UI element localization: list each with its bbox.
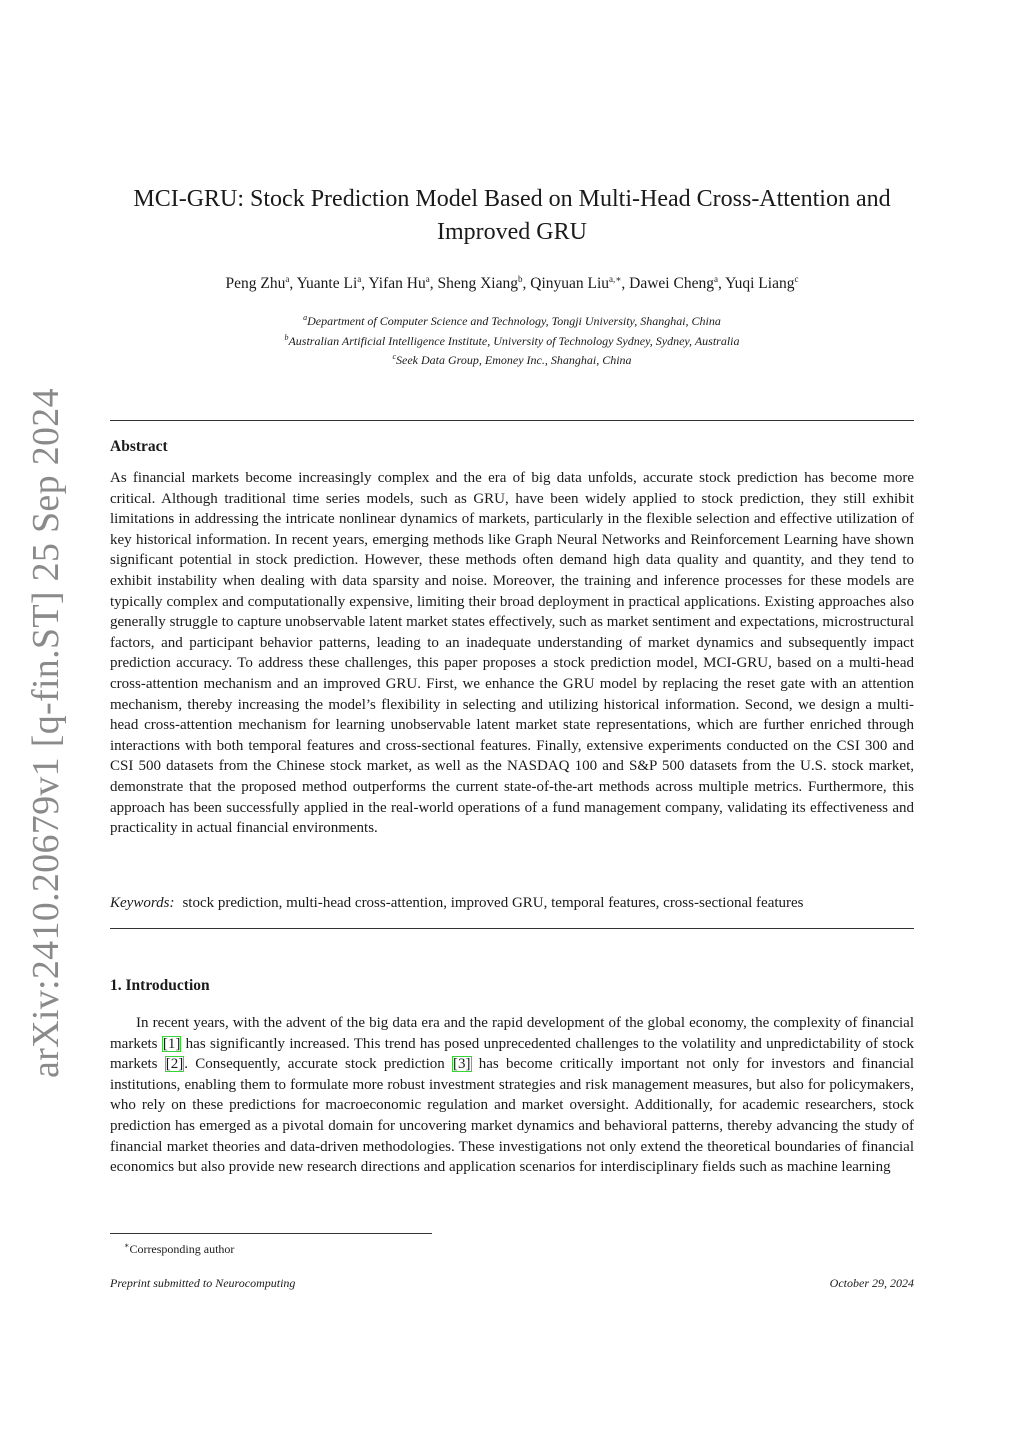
keywords-label: Keywords: [110, 895, 175, 911]
author-separator: , [429, 275, 438, 292]
author-affil-mark: a [357, 273, 362, 284]
keywords-text: stock prediction, multi-head cross-attention, improved GRU, temporal features, cross-sectional features [182, 895, 804, 911]
affiliation-item [110, 310, 914, 330]
affiliation-text: Department of Computer Science and Technology, Tongji University, Shanghai, China [307, 314, 721, 328]
citation-link-2[interactable]: [2] [165, 1056, 184, 1073]
author-separator: , [361, 275, 369, 292]
affiliation-mark: c [392, 352, 397, 361]
author-separator: , [289, 275, 297, 292]
affiliation-text: Australian Artificial Intelligence Institute, University of Technology Sydney, Sydney, Australia [288, 333, 740, 348]
citation-link-1[interactable]: [1] [162, 1035, 181, 1052]
intro-text-part: . Consequently, accurate stock prediction [184, 1056, 452, 1073]
introduction-paragraph [110, 1013, 914, 1178]
author-name: Qinyuan Liu [530, 275, 610, 292]
keywords-line [110, 893, 914, 913]
preprint-note: Preprint submitted to Neurocomputing [110, 1276, 296, 1290]
author-affil-mark: a [713, 273, 718, 284]
author-separator: , [717, 275, 726, 292]
affiliation-mark: b [284, 332, 289, 342]
title-line-1: MCI-GRU: Stock Prediction Model Based on Multi-Head Cross-Attention and [133, 186, 891, 212]
author-name: Yuqi Liang [725, 275, 795, 292]
paper-title [110, 183, 914, 249]
affiliation-mark: a [303, 313, 308, 322]
intro-text-part: has significantly increased. This trend has posed unprecedented challenges to the volatility and unpredictability of stock markets [110, 1035, 914, 1073]
author-name: Peng Zhu [225, 275, 286, 292]
author-affil-mark: a,∗ [609, 273, 622, 284]
date-note: October 29, 2024 [829, 1276, 914, 1290]
abstract-top-rule [110, 420, 914, 421]
author-list [110, 273, 914, 295]
arxiv-identifier-stamp: arXiv:2410.20679v1 [q-fin.ST] 25 Sep 2024 [25, 388, 67, 1078]
section-heading-introduction: 1. Introduction [110, 977, 210, 994]
abstract-heading: Abstract [110, 438, 168, 455]
author-name: Sheng Xiang [437, 275, 518, 292]
title-line-2: Improved GRU [437, 219, 587, 245]
footnote [124, 1238, 234, 1257]
author-name: Dawei Cheng [629, 275, 714, 292]
author-affil-mark: a [425, 273, 430, 284]
affiliation-text: Seek Data Group, Emoney Inc., Shanghai, China [396, 353, 632, 367]
footnote-text: Corresponding author [129, 1242, 235, 1256]
author-affil-mark: b [518, 273, 523, 284]
author-affil-mark: a [285, 273, 290, 284]
affiliation-item [110, 349, 914, 369]
abstract-body: As financial markets become increasingly complex and the era of big data unfolds, accurate stock prediction has become more critical. Although traditional time series models, such as GRU, have been widely applied to stock prediction, they still exhibit limitations in addressing the intricate nonlinear dynamics of markets, particularly in the flexible selection and effective utilization of key historical information. In recent years, emerging methods like Graph Neural Networks and Reinforcement Learning have shown significant potential in stock prediction. However, these methods often demand high data quality and quantity, and they tend to exhibit instability when dealing with data sparsity and noise. Moreover, the training and inference processes for these models are typically complex and computationally expensive, limiting their broad deployment in practical applications. Existing approaches also generally struggle to capture unobservable latent market states effectively, such as market sentiment and expectations, microstructural factors, and participant behavior patterns, leading to an inadequate understanding of market dynamics and subsequently impact prediction accuracy. To address these challenges, this paper proposes a stock prediction model, MCI-GRU, based on a multi-head cross-attention mechanism and an improved GRU. First, we enhance the GRU model by replacing the reset gate with an attention mechanism, thereby increasing the model’s flexibility in selecting and utilizing historical information. Second, we design a multi-head cross-attention mechanism for learning unobservable latent market state representations, which are further enriched through interactions with both temporal features and cross-sectional features. Finally, extensive experiments conducted on the CSI 300 and CSI 500 datasets from the Chinese stock market, as well as the NASDAQ 100 and S&P 500 datasets from the U.S. stock market, demonstrate that the proposed method outperforms the current state-of-the-art methods across multiple metrics. Furthermore, this approach has been successfully applied in the real-world operations of a fund management company, validating its effectiveness and practicality in actual financial environments. [110, 470, 914, 837]
author-name: Yifan Hu [368, 275, 426, 292]
author-separator: , [522, 275, 531, 292]
author-separator: , [621, 275, 630, 292]
intro-text-part: has become critically important not only for investors and financial institutions, enabling them to formulate more robust investment strategies and risk management measures, but also for policymakers, who rely on these predictions for macroeconomic regulation and market oversight. Additionally, for academic researchers, stock prediction has emerged as a pivotal domain for uncovering market dynamics and behavioral patterns, thereby advancing the study of financial market theories and data-driven methodologies. These investigations not only extend the theoretical boundaries of financial economics but also provide new research directions and application scenarios for interdisciplinary fields such as machine learning [110, 1056, 914, 1176]
author-name: Yuante Li [296, 275, 358, 292]
intro-text-part: In recent years, with the advent of the big data era and the rapid development of the global economy, the complexity of financial markets [110, 1015, 914, 1052]
footnote-mark: ∗ [124, 1241, 130, 1250]
citation-link-3[interactable]: [3] [453, 1056, 471, 1073]
affiliation-item [110, 330, 914, 350]
abstract-bottom-rule [110, 928, 914, 929]
footnote-rule [110, 1233, 432, 1234]
author-affil-mark: c [794, 273, 799, 284]
affiliation-list [110, 310, 914, 369]
